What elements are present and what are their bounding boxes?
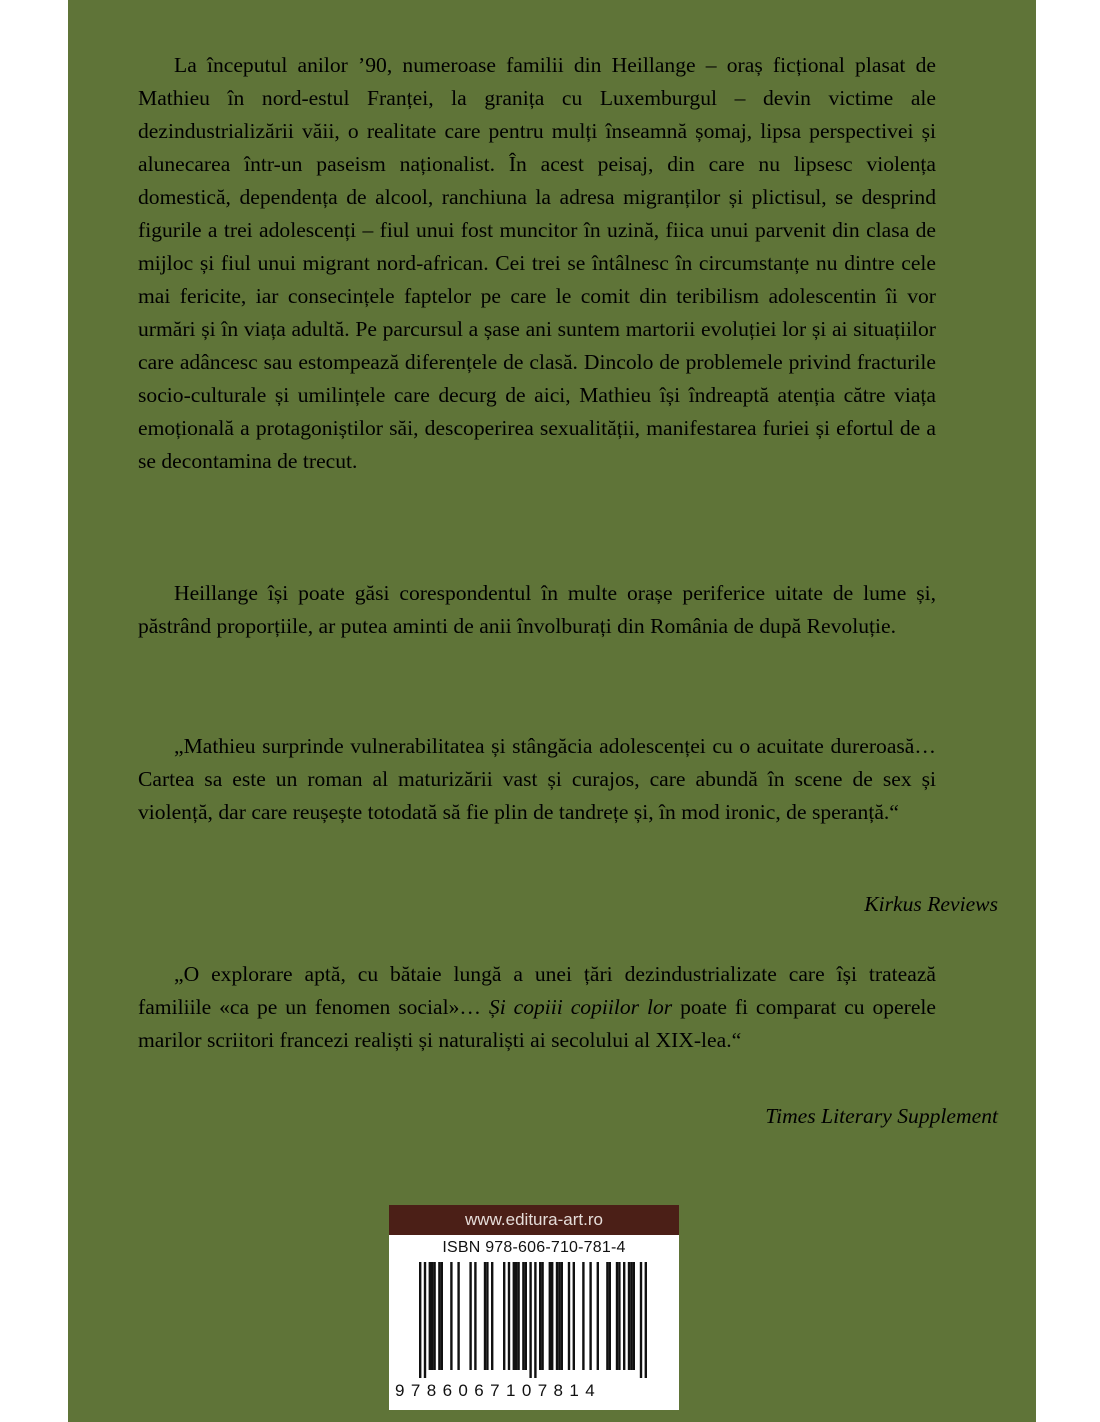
barcode-bar (431, 1262, 433, 1370)
publisher-website: www.editura-art.ro (389, 1205, 679, 1235)
barcode-bar (450, 1262, 452, 1370)
barcode-bar (573, 1262, 575, 1370)
barcode-bar (618, 1262, 620, 1370)
barcode-bar (508, 1262, 510, 1370)
barcode-bar (606, 1262, 608, 1370)
barcode-bar (551, 1262, 553, 1370)
barcode-bar (525, 1262, 527, 1370)
barcode-bar (633, 1262, 635, 1370)
barcode-panel (389, 1205, 679, 1410)
barcode-bar (558, 1262, 560, 1370)
barcode-bar (513, 1262, 515, 1370)
review-source-tls: Times Literary Supplement (765, 1104, 998, 1128)
barcode-bar (589, 1262, 591, 1370)
barcode-bar (515, 1262, 517, 1370)
barcode-bar (491, 1262, 493, 1370)
barcode-bar (539, 1262, 541, 1370)
barcode-bars (399, 1262, 669, 1378)
barcode-bar (628, 1262, 630, 1370)
barcode-bar (522, 1262, 524, 1370)
barcode-bar (640, 1262, 642, 1378)
review-source-kirkus: Kirkus Reviews (864, 892, 998, 916)
barcode-bar (424, 1262, 426, 1378)
review-quote-tls-text-1: „O explorare aptă, cu bătaie lungă a unei țări dezindustrializate care își tratează familiile «ca pe un fenomen social»… (138, 962, 936, 1019)
barcode-bar (616, 1262, 618, 1370)
barcode-bar (457, 1262, 459, 1370)
barcode-bar (597, 1262, 599, 1370)
barcode-bar (561, 1262, 563, 1370)
review-quote-kirkus: „Mathieu surprinde vulnerabilitatea și stângăcia adolescenței cu o acuitate dureroasă… Cartea sa este un roman al maturizării vast și curajos, care abundă în scene de sex și violență, dar care reușește totodată să fie plin de tandrețe și, în mod ironic, de speranță.“ (138, 734, 936, 824)
barcode-bar (630, 1262, 632, 1370)
barcode-bar (484, 1262, 486, 1370)
barcode-digits: 9786067107814 (395, 1381, 602, 1400)
barcode-bar (474, 1262, 476, 1370)
barcode-bar (568, 1262, 570, 1370)
barcode-bar (645, 1262, 647, 1378)
barcode-bar (556, 1262, 558, 1370)
barcode-bar (469, 1262, 471, 1370)
isbn-label: ISBN 978-606-710-781-4 (442, 1239, 626, 1256)
barcode-bar (433, 1262, 435, 1370)
barcode-bar (429, 1262, 431, 1370)
barcode-bar (486, 1262, 488, 1370)
synopsis-paragraph-2: Heillange își poate găsi corespondentul în multe orașe periferice uitate de lume și, păstrând proporțiile, ar putea aminti de anii învolburați din România de după Revoluție. (138, 581, 936, 638)
barcode-bar (609, 1262, 611, 1370)
barcode-bar (517, 1262, 519, 1370)
barcode-bar (419, 1262, 421, 1378)
barcode-bar (441, 1262, 443, 1370)
barcode-bar (529, 1262, 531, 1378)
review-quote-tls-text-2: poate fi comparat cu operele marilor scriitori francezi realiști și naturaliști ai secolului al XIX-lea.“ (138, 995, 937, 1052)
barcode-bar (623, 1262, 625, 1370)
book-title-italic: Și copiii copiilor lor (488, 995, 673, 1019)
barcode-bar (503, 1262, 505, 1370)
synopsis-paragraph-1: La începutul anilor ’90, numeroase familii din Heillange – oraș ficțional plasat de Mathieu în nord-estul Franței, la granița cu Luxemburgul – devin victime ale dezindustrializării văii, o realitate care pentru mulți înseamnă șomaj, lipsa perspectivei și alunecarea într-un paseism naționalist. În acest peisaj, din care nu lipsesc violența domestică, dependența de alcool, ranchiuna la adresa migranților și plictisul, se desprind figurile a trei adolescenți – fiul unui fost muncitor în uzină, fiica unui parvenit din clasa de mijloc și fiul unui migrant nord-african. Cei trei se întâlnesc în circumstanțe nu dintre cele mai fericite, iar consecințele faptelor pe care le comit din teribilism adolescentin îi vor urmări și în viața adultă. Pe parcursul a șase ani suntem martorii evoluției lor și ai situațiilor care adâncesc sau estompează diferențele de clasă. Dincolo de problemele privind fracturile socio-culturale și umilințele care decurg de aici, Mathieu își îndreaptă atenția către viața emoțională a protagoniștilor săi, descoperirea sexualității, manifestarea furiei și efortul de a se decontamina de trecut. (138, 53, 936, 473)
review-quote-tls (138, 958, 936, 1057)
barcode-bar (534, 1262, 536, 1378)
barcode-bar (438, 1262, 440, 1370)
barcode-bar (541, 1262, 543, 1370)
barcode-bar (582, 1262, 584, 1370)
barcode-bar (549, 1262, 551, 1370)
